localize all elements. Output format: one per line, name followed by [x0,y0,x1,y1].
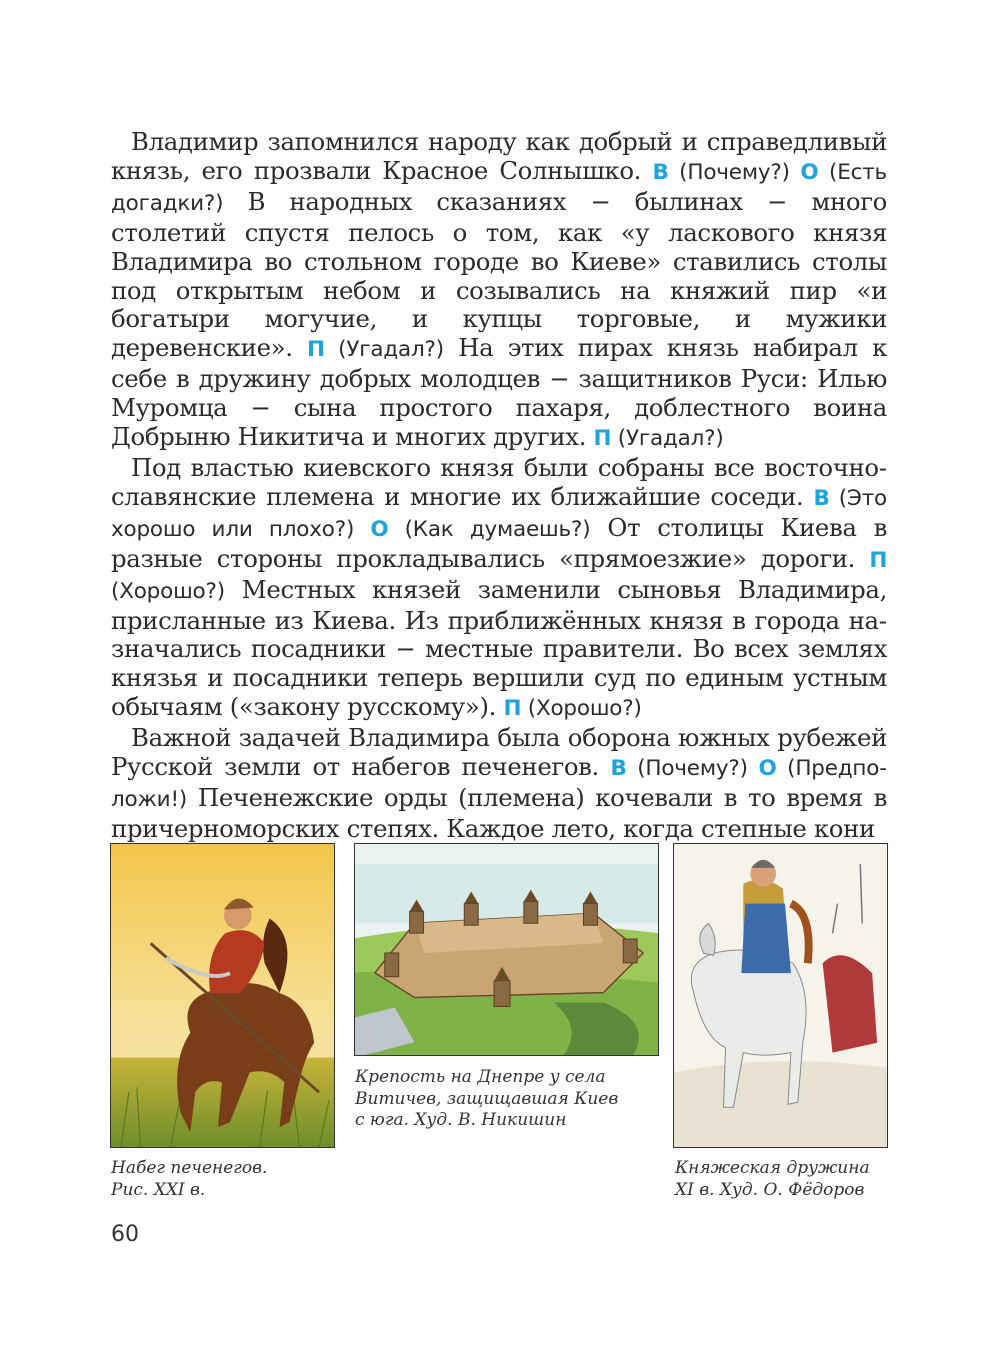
reader-prompt: (Угадал?) [324,337,444,363]
question-marker: О [800,159,819,185]
caption-line: Рис. XXI в. [111,1179,206,1200]
reader-prompt: (Как думаешь?) [388,516,591,542]
question-marker: О [370,516,389,542]
main-text [111,128,887,844]
reader-prompt: (Это хорошо или плохо?) [111,485,887,542]
caption-line: с юга. Худ. В. Никишин [355,1110,567,1130]
paragraph [111,724,887,844]
caption-line: XI в. Худ. О. Фёдоров [675,1179,865,1200]
question-marker: П [593,426,612,452]
text-run: На этих пирах князь набирал к себе в дружину добрых молодцев − защитников Руси: Илью Муромца − сына простого пахаря, доблестного воина Добрыню Никитича и многих других. [111,333,887,452]
text-run: Важной задачей Владимира была оборона южных рубежей Русской земли от набегов печенегов. [111,723,887,782]
caption-line: Княжеская дружина [675,1158,870,1178]
caption-druzhina [675,1158,895,1201]
prince-druzhina-illustration [673,843,888,1148]
reader-prompt: (Почему?) [626,756,759,782]
caption-fortress [355,1067,655,1132]
question-marker: В [652,159,669,185]
text-run: Местных князей заменили сыновья Владимира, присланные из Киева. Из приближённых князя в города назначались посадники − местные правители. Во всех землях князья и посадники теперь вершили суд по единым устным обычаям («закону русскому»). [111,574,887,722]
text-run: Под властью киевского князя были собраны все восточнославянские племена и многие их ближайшие соседи. [111,452,887,511]
question-marker: В [610,756,627,782]
caption-line: Крепость на Днепре у села [355,1067,606,1087]
text-run: В народных сказаниях − былинах − много столетий спустя пелось о том, как «у ласкового князя Владимира во стольном городе во Киеве» ставились столы под открытым небом и созывались на княжий пир «и богатыри могучие, и купцы торговые, и мужики деревенские». [111,186,887,363]
caption-line: Набег печенегов. [111,1158,268,1178]
page-number: 60 [111,1222,139,1247]
reader-prompt: (Предположи!) [111,756,887,812]
text-run: Владимир запомнился народу как добрый и справедливый князь, его прозвали Красное Солнышко. [111,127,887,185]
text-run: От столицы Киева в разные стороны прокладывались «прямоезжие» дороги. [111,512,887,573]
pecheneg-raid-illustration [110,843,335,1148]
question-marker: П [306,337,325,363]
question-marker: П [503,696,522,722]
question-marker: В [813,485,830,511]
reader-prompt: (Есть догадки?) [111,159,887,216]
reader-prompt: (Почему?) [668,159,801,185]
text-run: Печенежские орды (племена) кочевали в то время в причерноморских степях. Каждое лето, когда степные кони [111,782,887,843]
question-marker: О [758,756,777,782]
question-marker: П [869,547,887,573]
reader-prompt: (Угадал?) [611,426,724,452]
paragraph [111,128,887,454]
caption-pecheneg-raid [111,1158,341,1201]
dnieper-fortress-illustration [354,843,659,1056]
reader-prompt: (Хорошо?) [521,696,642,722]
paragraph [111,454,887,724]
caption-line: Витичев, защищавшая Киев [355,1088,619,1109]
reader-prompt: (Хорошо?) [111,578,225,604]
